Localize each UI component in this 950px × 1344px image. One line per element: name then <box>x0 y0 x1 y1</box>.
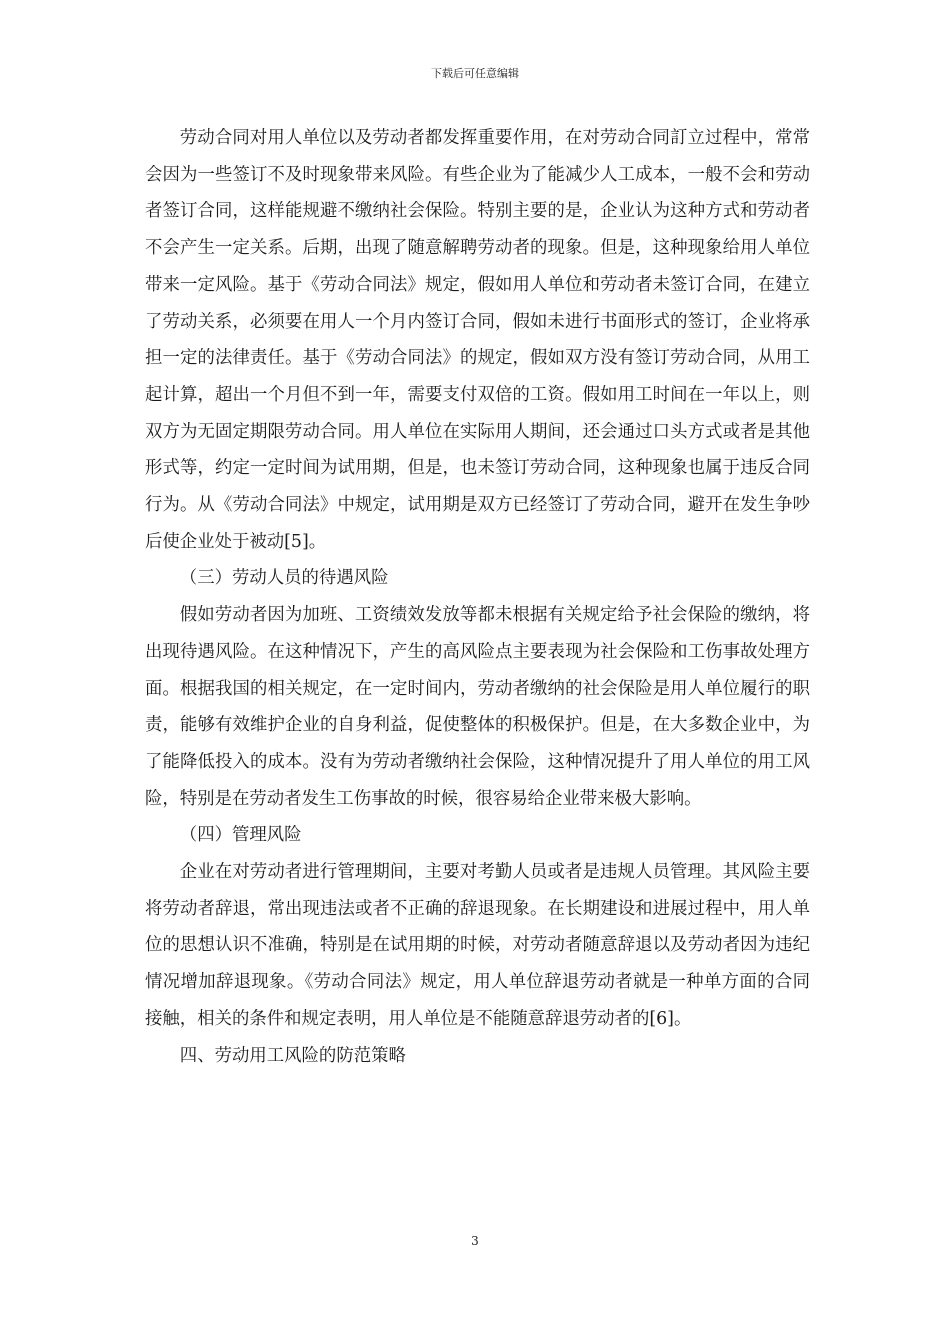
subheading-management-risk: （四）管理风险 <box>179 825 302 846</box>
section-heading-prevention: 四、劳动用工风险的防范策略 <box>179 1045 406 1066</box>
paragraph-treatment-risk: 假如劳动者因为加班、工资绩效发放等都未根据有关规定给予社会保险的缴纳，将出现待遇风险。在这种情况下，产生的高风险点主要表现为社会保险和工伤事故处理方面。根据我国的相关规定，在一定时间内，劳动者缴纳的社会保险是用人单位履行的职责，能够有效维护企业的自身利益，促使整体的积极保护。但是，在大多数企业中，为了能降低投入的成本。没有为劳动者缴纳社会保险，这种情况提升了用人单位的用工风险，特别是在劳动者发生工伤事故的时候，很容易给企业带来极大影响。 <box>145 605 810 809</box>
document-body <box>145 120 810 1074</box>
page-number: 3 <box>471 1234 479 1248</box>
subheading-treatment-risk: （三）劳动人员的待遇风险 <box>179 568 389 589</box>
paragraph-management-risk: 企业在对劳动者进行管理期间，主要对考勤人员或者是违规人员管理。其风险主要将劳动者辞退，常出现违法或者不正确的辞退现象。在长期建设和进展过程中，用人单位的思想认识不准确，特别是在试用期的时候，对劳动者随意辞退以及劳动者因为违纪情况增加辞退现象。《劳动合同法》规定，用人单位辞退劳动者就是一种单方面的合同接触，相关的条件和规定表明，用人单位是不能随意辞退劳动者的[6]。 <box>145 862 810 1029</box>
paragraph-contract-risk: 劳动合同对用人单位以及劳动者都发挥重要作用，在对劳动合同訂立过程中，常常会因为一些签订不及时现象带来风险。有些企业为了能减少人工成本，一般不会和劳动者签订合同，这样能规避不缴纳社会保险。特别主要的是，企业认为这种方式和劳动者不会产生一定关系。后期，出现了随意解聘劳动者的现象。但是，这种现象给用人单位带来一定风险。基于《劳动合同法》规定，假如用人单位和劳动者未签订合同，在建立了劳动关系，必须要在用人一个月内签订合同，假如未进行书面形式的签订，企业将承担一定的法律责任。基于《劳动合同法》的规定，假如双方没有签订劳动合同，从用工起计算，超出一个月但不到一年，需要支付双倍的工资。假如用工时间在一年以上，则双方为无固定期限劳动合同。用人单位在实际用人期间，还会通过口头方式或者是其他形式等，约定一定时间为试用期，但是，也未签订劳动合同，这种现象也属于违反合同行为。从《劳动合同法》中规定，试用期是双方已经签订了劳动合同，避开在发生争吵后使企业处于被动[5]。 <box>145 128 810 552</box>
page-header: 下载后可任意编辑 <box>431 67 519 80</box>
